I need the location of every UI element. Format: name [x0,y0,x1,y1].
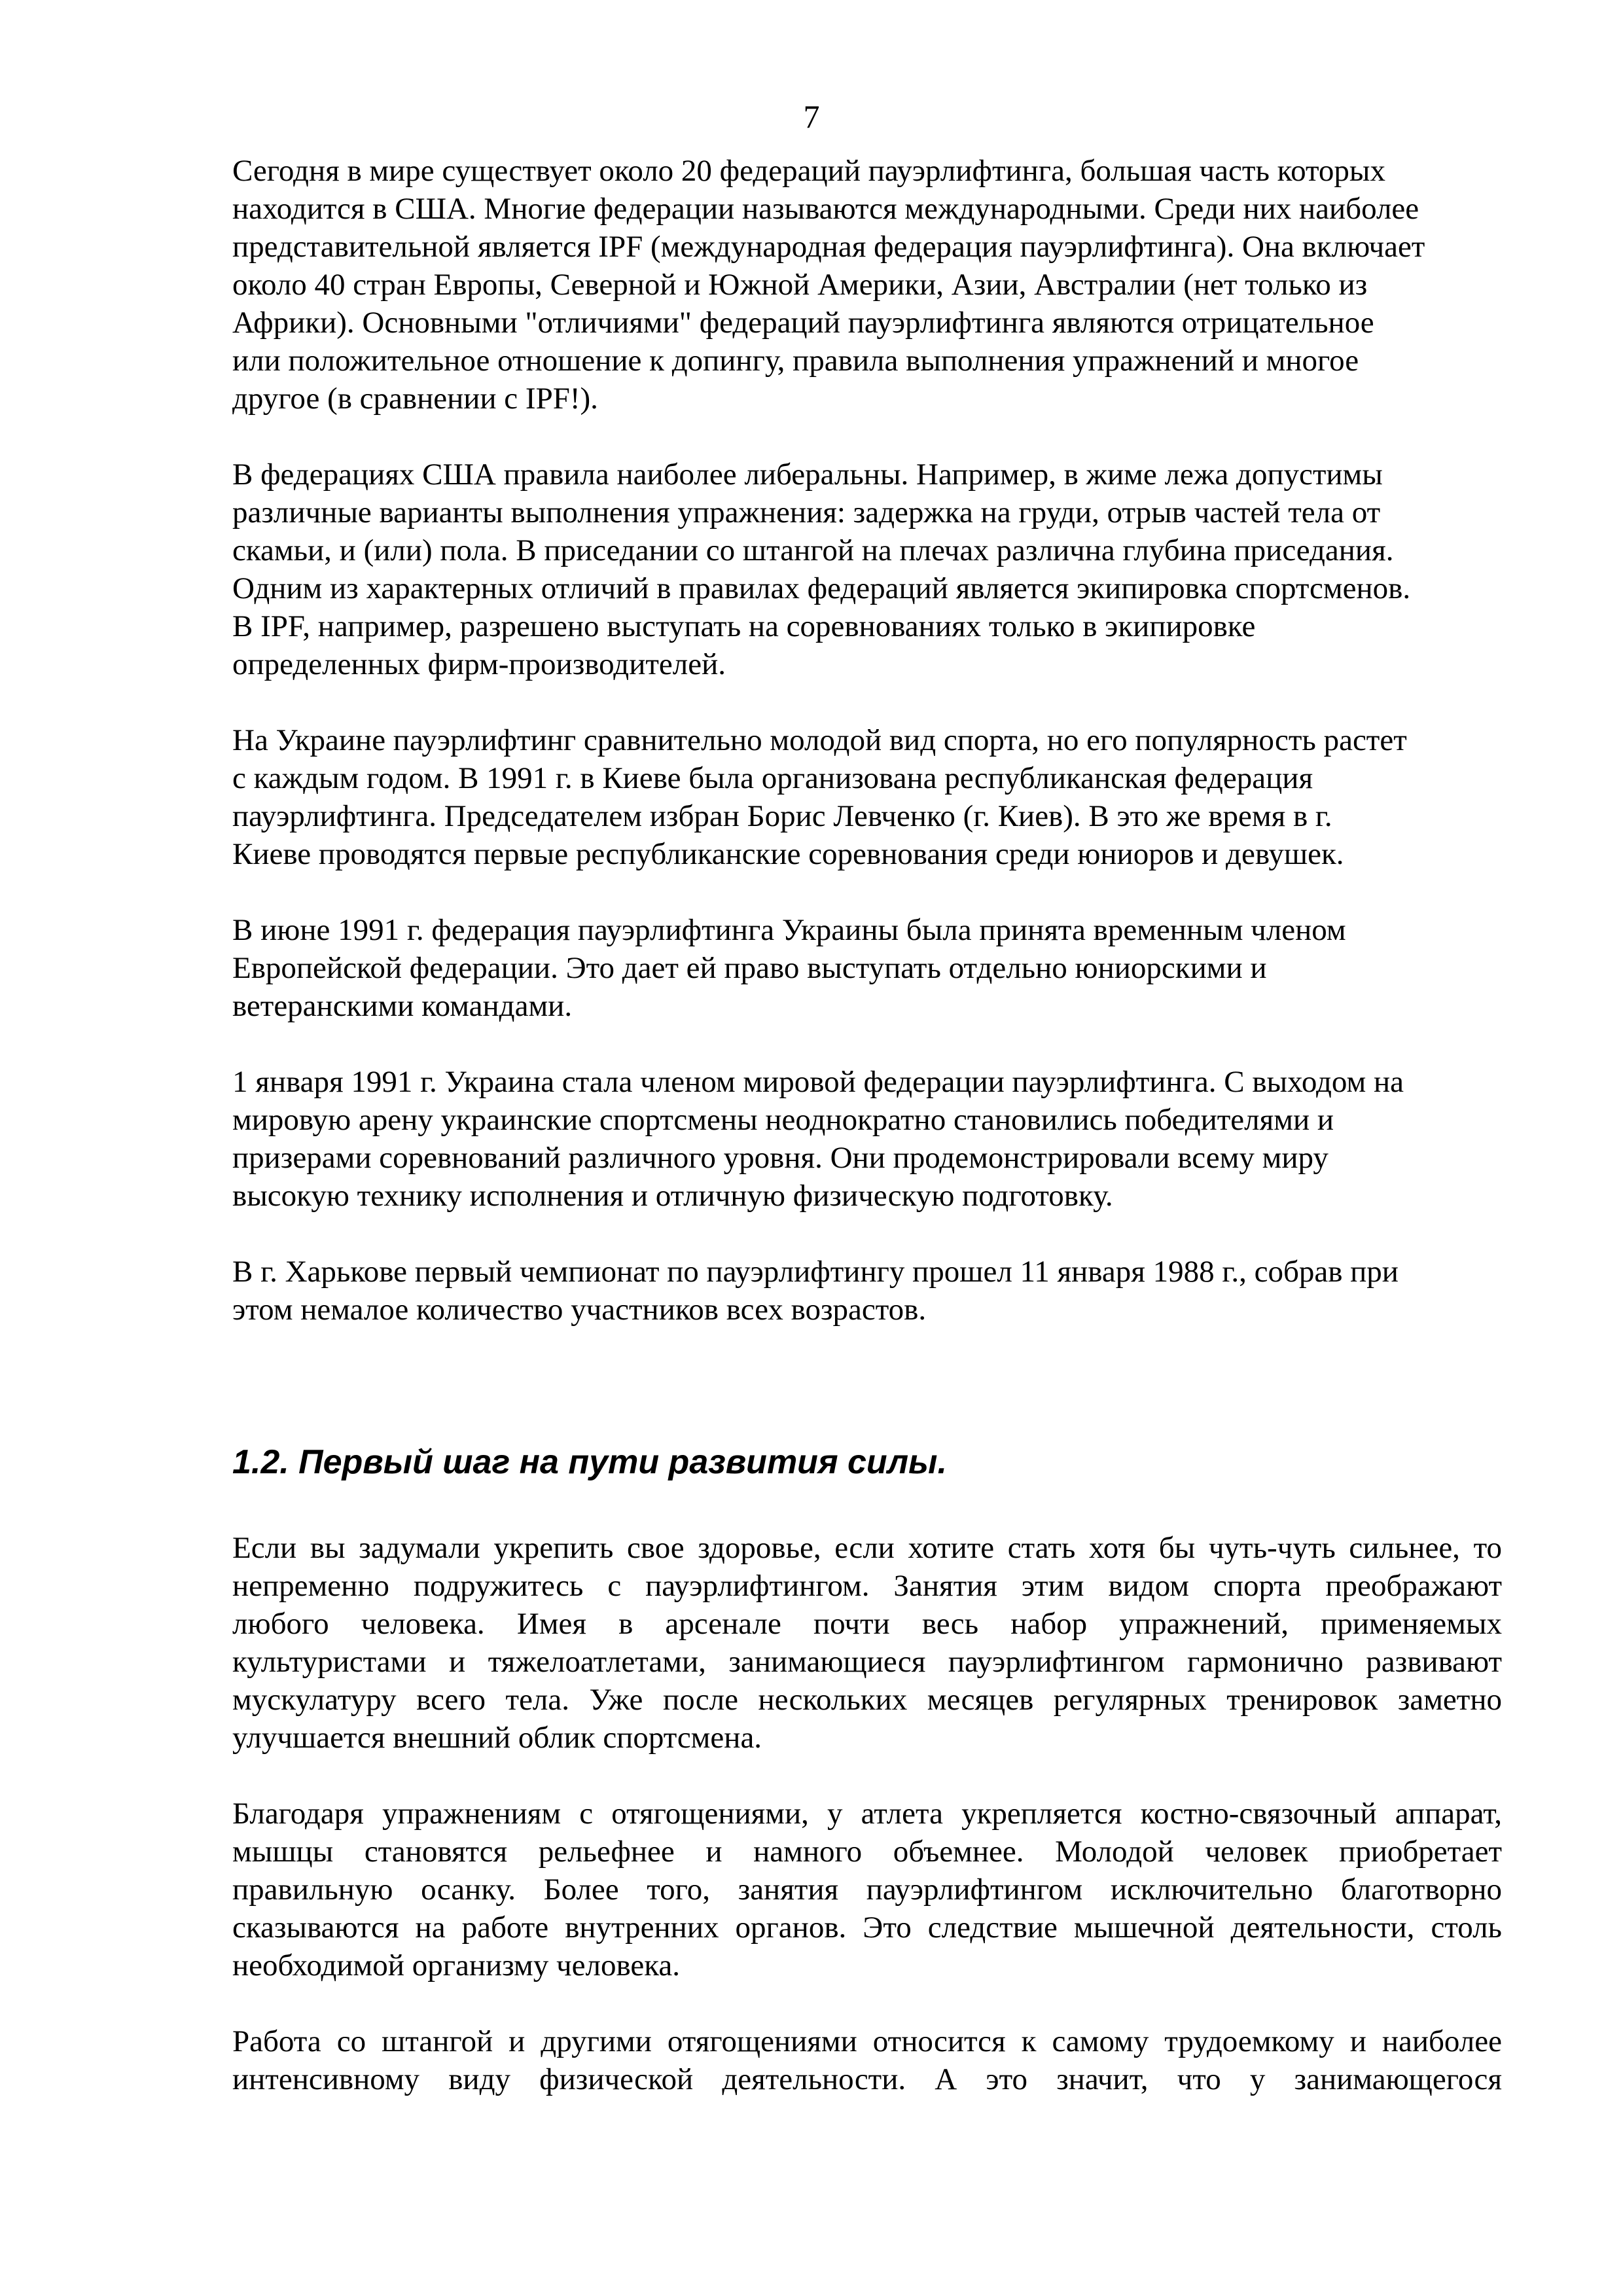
text-line: интенсивному виду физической деятельности. А это значит, что у занимающегося [232,2062,1502,2096]
paragraph-european-federation [232,911,1502,1025]
paragraph-world-federation [232,1063,1502,1215]
text-line: мускулатуру всего тела. Уже после нескольких месяцев регулярных тренировок заметно [232,1683,1502,1717]
text-line: мышцы становятся рельефнее и намного объемнее. Молодой человек приобретает [232,1835,1502,1869]
text-line: Киеве проводятся первые республиканские соревнования среди юниоров и девушек. [232,837,1344,871]
text-line: улучшается внешний облик спортсмена. [232,1721,762,1755]
text-line: Одним из характерных отличий в правилах федераций является экипировка спортсменов. [232,571,1411,605]
text-line: призерами соревнований различного уровня. Они продемонстрировали всему миру [232,1141,1329,1175]
paragraph-ukraine-powerlifting [232,721,1502,873]
text-line: непременно подружитесь с пауэрлифтингом. Занятия этим видом спорта преображают [232,1569,1502,1603]
page-number: 7 [803,98,820,135]
text-line: пауэрлифтинга. Председателем избран Борис Левченко (г. Киев). В это же время в г. [232,799,1332,833]
page-content [232,152,1502,2136]
text-line: В июне 1991 г. федерация пауэрлифтинга Украины была принята временным членом [232,913,1346,947]
text-line: находится в США. Многие федерации называются международными. Среди них наиболее [232,192,1419,226]
text-line: ветеранскими командами. [232,989,573,1023]
text-line: мировую арену украинские спортсмены неоднократно становились победителями и [232,1103,1334,1137]
paragraph-resistance-training [232,1795,1502,1984]
text-line: сказываются на работе внутренних органов. Это следствие мышечной деятельности, столь [232,1910,1502,1945]
text-line: Если вы задумали укрепить свое здоровье, если хотите стать хотя бы чуть-чуть сильнее, то [232,1531,1502,1565]
text-line: другое (в сравнении с IPF!). [232,382,598,416]
text-line: Работа со штангой и другими отягощениями относится к самому трудоемкому и наиболее [232,2024,1502,2058]
text-line: скамьи, и (или) пола. В приседании со штангой на плечах различна глубина приседания. [232,533,1394,567]
paragraph-kharkov-championship [232,1253,1502,1329]
text-line: определенных фирм-производителей. [232,647,726,681]
paragraph-usa-federations [232,456,1502,683]
text-line: На Украине пауэрлифтинг сравнительно молодой вид спорта, но его популярность растет [232,723,1407,757]
text-line: культуристами и тяжелоатлетами, занимающиеся пауэрлифтингом гармонично развивают [232,1645,1502,1679]
text-line: представительной является IPF (международная федерация пауэрлифтинга). Она включает [232,230,1425,264]
text-line: 1 января 1991 г. Украина стала членом мировой федерации пауэрлифтинга. С выходом на [232,1065,1404,1099]
paragraph-health-benefits [232,1529,1502,1757]
text-line: этом немалое количество участников всех возрастов. [232,1293,927,1327]
text-line: В IPF, например, разрешено выступать на соревнованиях только в экипировке [232,609,1256,643]
text-line: с каждым годом. В 1991 г. в Киеве была организована республиканская федерация [232,761,1313,795]
text-line: Европейской федерации. Это дает ей право выступать отдельно юниорскими и [232,951,1267,985]
text-line: или положительное отношение к допингу, правила выполнения упражнений и многое [232,344,1359,378]
text-line: различные варианты выполнения упражнения: задержка на груди, отрыв частей тела от [232,495,1381,529]
text-line: В г. Харькове первый чемпионат по пауэрлифтингу прошел 11 января 1988 г., собрав при [232,1255,1399,1289]
text-line: необходимой организму человека. [232,1948,681,1982]
paragraph-federations-overview [232,152,1502,418]
paragraph-barbell-work [232,2022,1502,2098]
text-line: высокую технику исполнения и отличную физическую подготовку. [232,1179,1113,1213]
text-line: Благодаря упражнениям с отягощениями, у атлета укрепляется костно-связочный аппарат, [232,1797,1502,1831]
text-line: Сегодня в мире существует около 20 федераций пауэрлифтинга, большая часть которых [232,154,1385,188]
text-line: правильную осанку. Более того, занятия пауэрлифтингом исключительно благотворно [232,1873,1502,1907]
section-heading: 1.2. Первый шаг на пути развития силы. [232,1443,947,1481]
text-line: около 40 стран Европы, Северной и Южной Америки, Азии, Австралии (нет только из [232,268,1368,302]
text-line: В федерациях США правила наиболее либеральны. Например, в жиме лежа допустимы [232,457,1383,492]
text-line: Африки). Основными "отличиями" федераций пауэрлифтинга являются отрицательное [232,306,1374,340]
text-line: любого человека. Имея в арсенале почти весь набор упражнений, применяемых [232,1607,1502,1641]
